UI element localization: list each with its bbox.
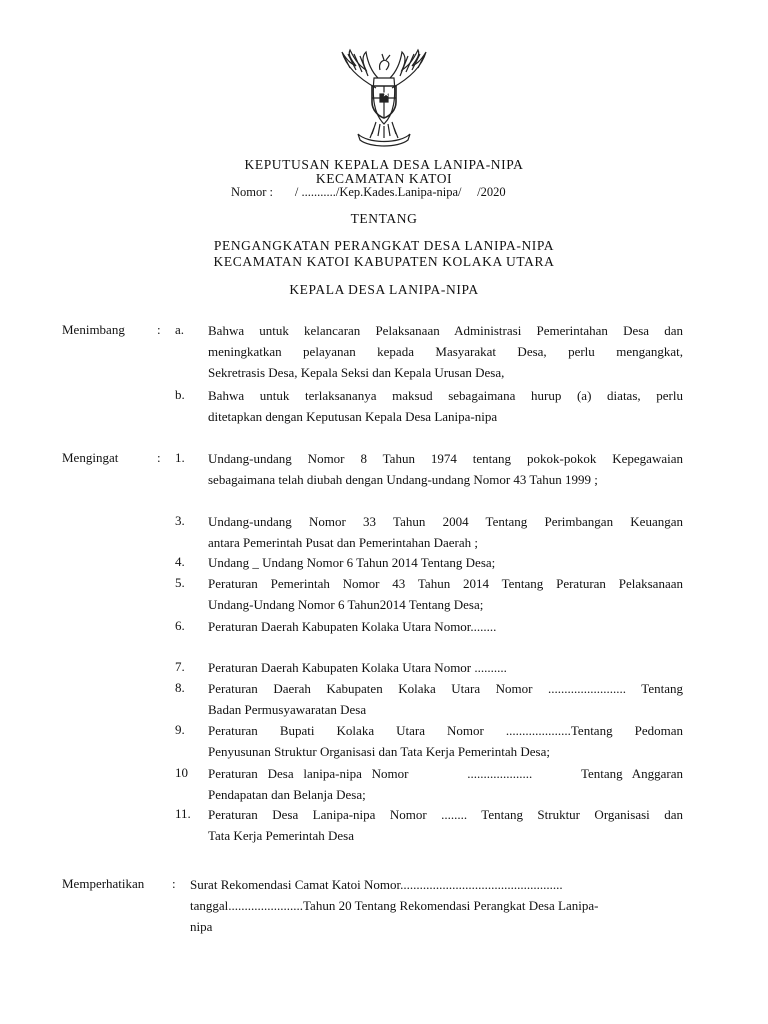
mengingat-item-8: Peraturan Daerah Kabupaten Kolaka Utara Nomor ........................ Tentang Badan Permusyawaratan Desa	[208, 681, 683, 717]
mengingat-item-number: 11.	[175, 806, 191, 821]
menimbang-item-b: Bahwa untuk terlaksananya maksud sebagaimana hurup (a) diatas, perlu ditetapkan dengan Keputusan Kepala Desa Lanipa-nipa	[208, 388, 683, 424]
mengingat-item-7: Peraturan Daerah Kabupaten Kolaka Utara Nomor ..........	[208, 660, 507, 675]
mengingat-item-number: 6.	[175, 618, 185, 633]
mengingat-item-9: Peraturan Bupati Kolaka Utara Nomor ....................Tentang Pedoman Penyusunan Struktur Organisasi dan Tata Kerja Pemerintah Desa;	[208, 723, 683, 759]
signer-heading: KEPALA DESA LANIPA-NIPA	[289, 282, 479, 297]
memperhatikan-colon: :	[172, 876, 176, 891]
mengingat-item-3: Undang-undang Nomor 33 Tahun 2004 Tentang Perimbangan Keuangan antara Pemerintah Pusat dan Pemerintahan Daerah ;	[208, 514, 683, 550]
mengingat-item-number: 5.	[175, 575, 185, 590]
mengingat-item-number: 3.	[175, 513, 185, 528]
mengingat-item-5: Peraturan Pemerintah Nomor 43 Tahun 2014 Tentang Peraturan Pelaksanaan Undang-Undang Nomor 6 Tahun2014 Tentang Desa;	[208, 576, 683, 612]
mengingat-item-11: Peraturan Desa Lanipa-nipa Nomor ........ Tentang Struktur Organisasi dan Tata Kerja Pemerintah Desa	[208, 807, 683, 843]
mengingat-item-10: Peraturan Desa lanipa-nipa Nomor .................... Tentang Anggaran Pendapatan dan Belanja Desa;	[208, 766, 683, 802]
garuda-pancasila-emblem	[328, 48, 440, 148]
title-line-1: KEPUTUSAN KEPALA DESA LANIPA-NIPA	[244, 157, 524, 172]
menimbang-item-number: a.	[175, 322, 185, 337]
mengingat-item-number: 9.	[175, 722, 185, 737]
menimbang-item-number: b.	[175, 387, 185, 402]
mengingat-item-1: Undang-undang Nomor 8 Tahun 1974 tentang pokok-pokok Kepegawaian sebagaimana telah diubah dengan Undang-undang Nomor 43 Tahun 1999 ;	[208, 451, 683, 487]
subject-line-2: KECAMATAN KATOI KABUPATEN KOLAKA UTARA	[213, 254, 555, 269]
subject-line-1: PENGANGKATAN PERANGKAT DESA LANIPA-NIPA	[213, 238, 555, 253]
memperhatikan-label: Memperhatikan	[62, 876, 145, 891]
tentang-heading: TENTANG	[350, 211, 418, 226]
nomor-line: Nomor : / .........../Kep.Kades.Lanipa-nipa/ /2020	[231, 185, 506, 199]
mengingat-item-number: 10	[175, 765, 188, 780]
mengingat-label: Mengingat	[62, 450, 119, 465]
mengingat-item-number: 7.	[175, 659, 185, 674]
mengingat-item-6: Peraturan Daerah Kabupaten Kolaka Utara Nomor........	[208, 619, 497, 634]
mengingat-colon: :	[157, 450, 161, 465]
menimbang-colon: :	[157, 322, 161, 337]
mengingat-item-number: 1.	[175, 450, 185, 465]
menimbang-label: Menimbang	[62, 322, 125, 337]
title-line-2: KECAMATAN KATOI	[315, 171, 453, 186]
memperhatikan-text: Surat Rekomendasi Camat Katoi Nomor.................................................. tanggal.......................Tahun 20 Tentang Rekomendasi Perangkat Desa Lanipa- nipa	[190, 877, 599, 934]
mengingat-item-number: 4.	[175, 554, 185, 569]
menimbang-item-a: Bahwa untuk kelancaran Pelaksanaan Administrasi Pemerintahan Desa dan meningkatkan pelayanan kepada Masyarakat Desa, perlu mengangkat, Sekretrasis Desa, Kepala Seksi dan Kepala Urusan Desa,	[208, 323, 683, 380]
mengingat-item-4: Undang _ Undang Nomor 6 Tahun 2014 Tentang Desa;	[208, 555, 496, 570]
mengingat-item-number: 8.	[175, 680, 185, 695]
